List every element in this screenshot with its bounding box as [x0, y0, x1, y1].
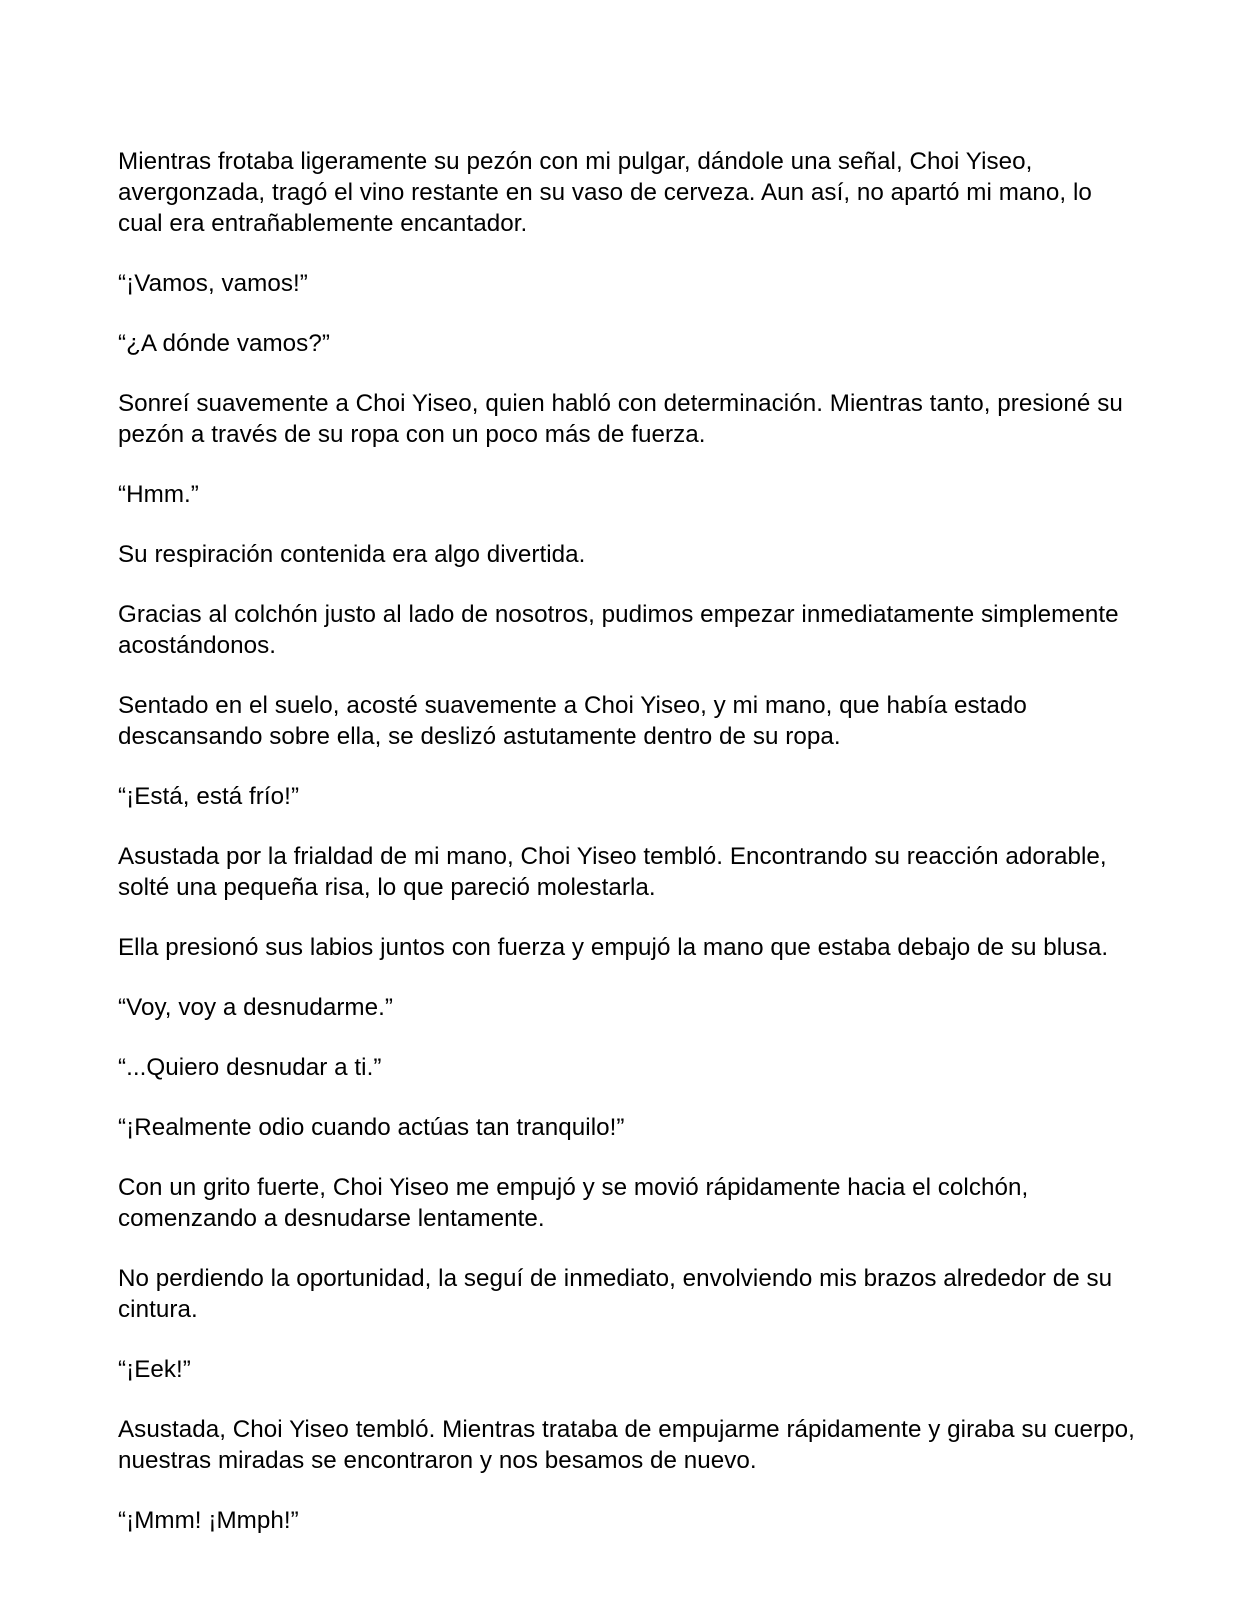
paragraph: “¿A dónde vamos?”	[118, 330, 330, 357]
paragraph: “¡Realmente odio cuando actúas tan tranquilo!”	[118, 1114, 625, 1141]
paragraph: Sentado en el suelo, acosté suavemente a Choi Yiseo, y mi mano, que había estado descansando sobre ella, se deslizó astutamente dentro de su ropa.	[118, 692, 1027, 750]
paragraph: No perdiendo la oportunidad, la seguí de inmediato, envolviendo mis brazos alrededor de su cintura.	[118, 1265, 1113, 1323]
paragraph: Mientras frotaba ligeramente su pezón con mi pulgar, dándole una señal, Choi Yiseo, avergonzada, tragó el vino restante en su vaso de cerveza. Aun así, no apartó mi mano, lo cual era entrañablemente encantador.	[118, 148, 1092, 237]
paragraph: “¡Está, está frío!”	[118, 783, 300, 810]
paragraph: Asustada, Choi Yiseo tembló. Mientras trataba de empujarme rápidamente y giraba su cuerpo, nuestras miradas se encontraron y nos besamos de nuevo.	[118, 1416, 1135, 1474]
paragraph: Con un grito fuerte, Choi Yiseo me empujó y se movió rápidamente hacia el colchón, comenzando a desnudarse lentamente.	[118, 1174, 1029, 1232]
paragraph: “...Quiero desnudar a ti.”	[118, 1054, 382, 1081]
paragraph: “¡Mmm! ¡Mmph!”	[118, 1507, 299, 1534]
paragraph: Sonreí suavemente a Choi Yiseo, quien habló con determinación. Mientras tanto, presioné su pezón a través de su ropa con un poco más de fuerza.	[118, 390, 1123, 448]
paragraph: “Hmm.”	[118, 481, 199, 508]
paragraph: Asustada por la frialdad de mi mano, Choi Yiseo tembló. Encontrando su reacción adorable, solté una pequeña risa, lo que pareció molestarla.	[118, 843, 1107, 901]
paragraph: Ella presionó sus labios juntos con fuerza y empujó la mano que estaba debajo de su blusa.	[118, 934, 1109, 961]
paragraph: Su respiración contenida era algo divertida.	[118, 541, 586, 568]
document-body	[118, 146, 1138, 1565]
paragraph: Gracias al colchón justo al lado de nosotros, pudimos empezar inmediatamente simplemente acostándonos.	[118, 601, 1119, 659]
paragraph: “¡Vamos, vamos!”	[118, 270, 308, 297]
paragraph: “Voy, voy a desnudarme.”	[118, 994, 394, 1021]
paragraph: “¡Eek!”	[118, 1356, 191, 1383]
